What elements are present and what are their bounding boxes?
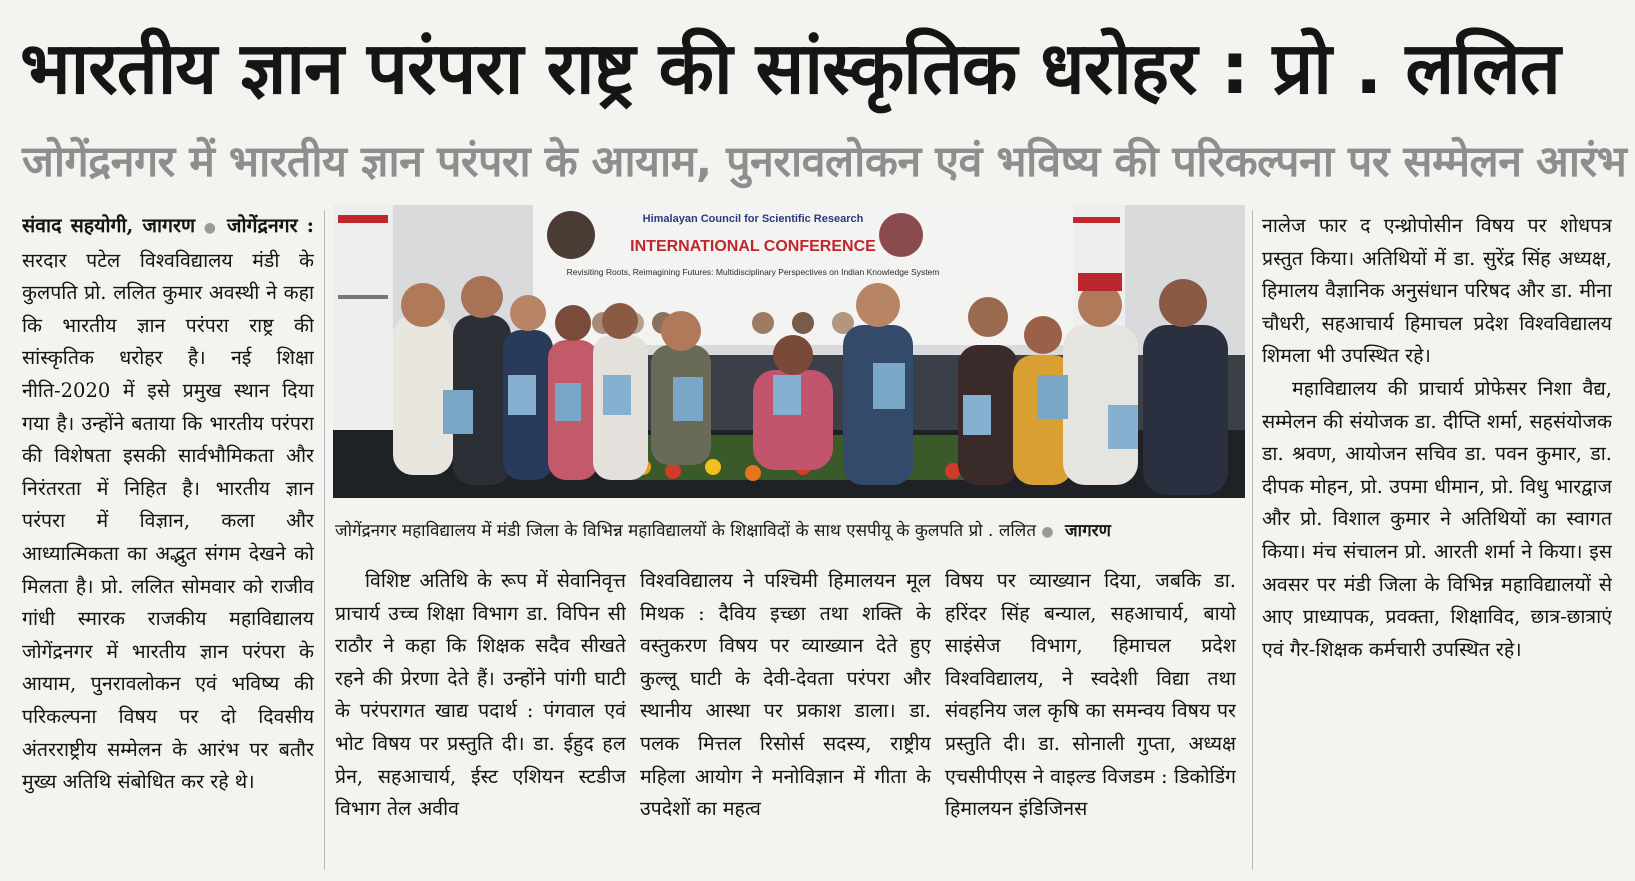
article-column-1: [22, 210, 314, 870]
subheadline: जोगेंद्रनगर में भारतीय ज्ञान परंपरा के आयाम, पुनरावलोकन एवं भविष्य की परिकल्पना पर सम्मेलन आरंभ: [22, 137, 1627, 187]
bullet-icon: ●: [203, 220, 219, 236]
article-paragraph: विषय पर व्याख्यान दिया, जबकि डा. हरिंदर सिंह बन्याल, सहआचार्य, बायो साइंसेज विभाग, हिमाचल प्रदेश विश्वविद्यालय, ने स्वदेशी विद्या तथा संवहनिय जल कृषि का समन्वय विषय पर प्रस्तुति दी। डा. सोनाली गुप्ता, अध्यक्ष एचसीपीएस ने वाइल्ड विजडम : डिकोडिंग हिमालयन इंडिजिनस: [945, 569, 1236, 821]
column-divider: [1252, 210, 1253, 870]
article-column-4: [945, 565, 1236, 870]
banner-org: Himalayan Council for Scientific Research: [642, 213, 864, 225]
bullet-icon: ●: [1041, 524, 1054, 540]
photo-illustration: [333, 205, 1245, 498]
byline: संवाद सहयोगी, जागरण: [22, 214, 196, 237]
article-paragraph: विश्वविद्यालय ने पश्चिमी हिमालयन मूल मिथक : दैविय इच्छा तथा शक्ति के वस्तुकरण विषय पर व्याख्यान देते हुए कुल्लू घाटी के देवी-देवता परंपरा और स्थानीय आस्था पर प्रकाश डाला। डा. पलक मित्तल रिसोर्स सदस्य, राष्ट्रीय महिला आयोग ने मनोविज्ञान में गीता के उपदेशों का महत्व: [640, 569, 931, 821]
article-paragraph: सरदार पटेल विश्वविद्यालय मंडी के कुलपति प्रो. ललित कुमार अवस्थी ने कहा कि भारतीय ज्ञान परंपरा राष्ट्र की सांस्कृतिक धरोहर है। नई शिक्षा नीति-2020 में इसे प्रमुख स्थान दिया गया है। उन्होंने बताया कि भारतीय परंपरा की विशेषता इसकी सार्वभौमिकता और निरंतरता में निहित है। भारतीय ज्ञान परंपरा में विज्ञान, कला और आध्यात्मिकता का अद्भुत संगम देखने को मिलता है। प्रो. ललित सोमवार को राजीव गांधी स्मारक राजकीय महाविद्यालय जोगेंद्रनगर में भारतीय ज्ञान परंपरा के आयाम, पुनरावलोकन एवं भविष्य की परिकल्पना विषय पर दो दिवसीय अंतरराष्ट्रीय सम्मेलन के आरंभ पर बतौर मुख्य अतिथि संबोधित कर रहे थे।: [22, 248, 314, 794]
article-column-2: [335, 565, 626, 870]
article-paragraph: महाविद्यालय की प्राचार्य प्रोफेसर निशा वैद्य, सम्मेलन की संयोजक डा. दीप्ति शर्मा, सहसंयोजक डा. श्रवण, आयोजन सचिव डा. पवन कुमार, डा. दीपक मोहन, प्रो. उपमा धीमान, प्रो. विधु भारद्वाज और प्रो. विशाल कुमार ने अतिथियों का स्वागत किया। मंच संचालन प्रो. आरती शर्मा ने किया। इस अवसर पर मंडी जिला के विभिन्न महाविद्यालयों से आए प्राध्यापक, प्रवक्ता, शिक्षाविद, छात्र-छात्राएं एवं गैर-शिक्षक कर्मचारी उपस्थित रहे।: [1262, 376, 1612, 661]
headline: भारतीय ज्ञान परंपरा राष्ट्र की सांस्कृतिक धरोहर : प्रो . ललित: [20, 26, 1560, 110]
banner-subtitle: Revisiting Roots, Reimagining Futures: Multidisciplinary Perspectives on Indian Knowledge System: [566, 267, 940, 277]
photo-credit: जागरण: [1065, 521, 1111, 541]
standee-left: [333, 205, 393, 435]
article-paragraph: नालेज फार द एन्थ्रोपोसीन विषय पर शोधपत्र प्रस्तुत किया। अतिथियों में डा. सुरेंद्र सिंह अध्यक्ष, हिमालय वैज्ञानिक अनुसंधान परिषद और डा. मीना चौधरी, सहआचार्य हिमाचल प्रदेश विश्वविद्यालय शिमला भी उपस्थित रहे।: [1262, 214, 1612, 368]
article-paragraph: विशिष्ट अतिथि के रूप में सेवानिवृत्त प्राचार्य उच्च शिक्षा विभाग डा. विपिन सी राठौर ने कहा कि शिक्षक सदैव सीखते रहने की प्रेरणा देते हैं। उन्होंने पांगी घाटी के परंपरागत खाद्य पदार्थ : पंगवाल एवं भोट विषय पर प्रस्तुति दी। डा. ईहुद हल प्रेन, सहआचार्य, ईस्ट एशियन स्टडीज विभाग तेल अवीव: [335, 569, 626, 821]
banner-title: INTERNATIONAL CONFERENCE: [630, 238, 876, 255]
photo-caption: [335, 515, 1247, 547]
dateline: जोगेंद्रनगर :: [226, 214, 314, 237]
article-column-3: [640, 565, 931, 870]
column-divider: [324, 210, 325, 870]
article-column-5: [1262, 210, 1612, 870]
news-photo: [333, 205, 1245, 498]
caption-text: जोगेंद्रनगर महाविद्यालय में मंडी जिला के विभिन्न महाविद्यालयों के शिक्षाविदों के साथ एसपीयू के कुलपति प्रो . ललित: [335, 521, 1037, 541]
